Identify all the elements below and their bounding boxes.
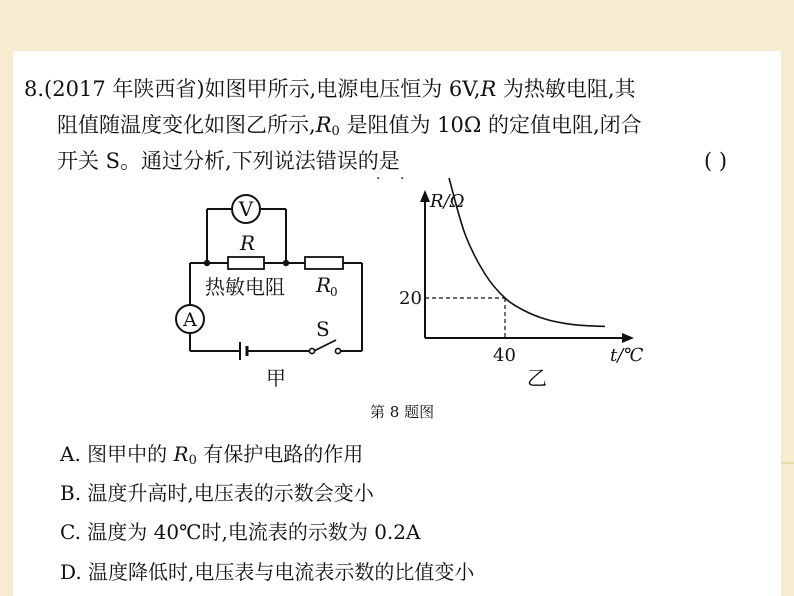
option-d[interactable]: D. 温度降低时,电压表与电流表示数的比值变小 xyxy=(60,560,475,584)
voltmeter-label: V xyxy=(238,197,254,221)
variable-r: R xyxy=(480,77,497,101)
question-number: 8. xyxy=(24,77,45,101)
question-text-1: (2017 年陕西省)如图甲所示,电源电压恒为 6V, xyxy=(44,77,481,101)
switch-lever xyxy=(314,340,336,351)
junction-dot xyxy=(204,260,210,266)
option-a-var: R xyxy=(173,442,189,466)
option-b[interactable]: B. 温度升高时,电压表的示数会变小 xyxy=(60,481,374,505)
series-curve xyxy=(449,178,605,326)
question-text-3: 开关 S。通过分析,下列说法错误的是 xyxy=(57,149,400,173)
y-axis-label: R/Ω xyxy=(430,191,465,212)
y-axis-arrow xyxy=(420,190,430,202)
resistance-temperature-chart xyxy=(399,178,643,390)
junction-dot xyxy=(283,260,289,266)
figure-label-jia: 甲 xyxy=(266,366,286,390)
variable-r0-sub: 0 xyxy=(331,124,340,139)
answer-blank[interactable]: ( ) xyxy=(704,149,728,173)
question-text-1-rest: 为热敏电阻,其 xyxy=(496,77,636,101)
option-a-prefix: A. 图甲中的 xyxy=(60,442,174,466)
x-tick-label: 40 xyxy=(493,345,516,366)
fixed-resistor-sub: 0 xyxy=(330,285,338,299)
option-a[interactable] xyxy=(60,440,363,475)
thermistor-symbol xyxy=(228,257,264,269)
thermistor-name-label: 热敏电阻 xyxy=(205,275,285,299)
switch-contact xyxy=(335,348,340,353)
thermistor-symbol-label: R xyxy=(240,231,256,255)
variable-r0: R xyxy=(315,113,332,137)
figure-caption: 第 8 题图 xyxy=(370,403,435,421)
switch-label: S xyxy=(316,317,330,341)
option-a-rest: 有保护电路的作用 xyxy=(196,442,364,466)
question-text-2b: 是阻值为 10Ω 的定值电阻,闭合 xyxy=(339,113,642,137)
emphasis-dot: · xyxy=(400,171,405,187)
figure-label-yi: 乙 xyxy=(527,366,547,390)
option-c[interactable]: C. 温度为 40℃时,电流表的示数为 0.2A xyxy=(60,520,421,544)
fixed-resistor-symbol xyxy=(305,257,343,269)
x-axis-arrow xyxy=(622,333,634,343)
switch-contact xyxy=(309,348,314,353)
y-tick-label: 20 xyxy=(399,288,422,309)
option-a-sub: 0 xyxy=(188,453,197,468)
x-axis-label: t/℃ xyxy=(610,345,644,366)
ammeter-label: A xyxy=(183,309,197,331)
question-text-2a: 阻值随温度变化如图乙所示, xyxy=(57,113,316,137)
switch-contacts xyxy=(309,348,340,353)
fixed-resistor-label: R xyxy=(316,273,332,297)
emphasis-dot: · xyxy=(376,171,381,187)
